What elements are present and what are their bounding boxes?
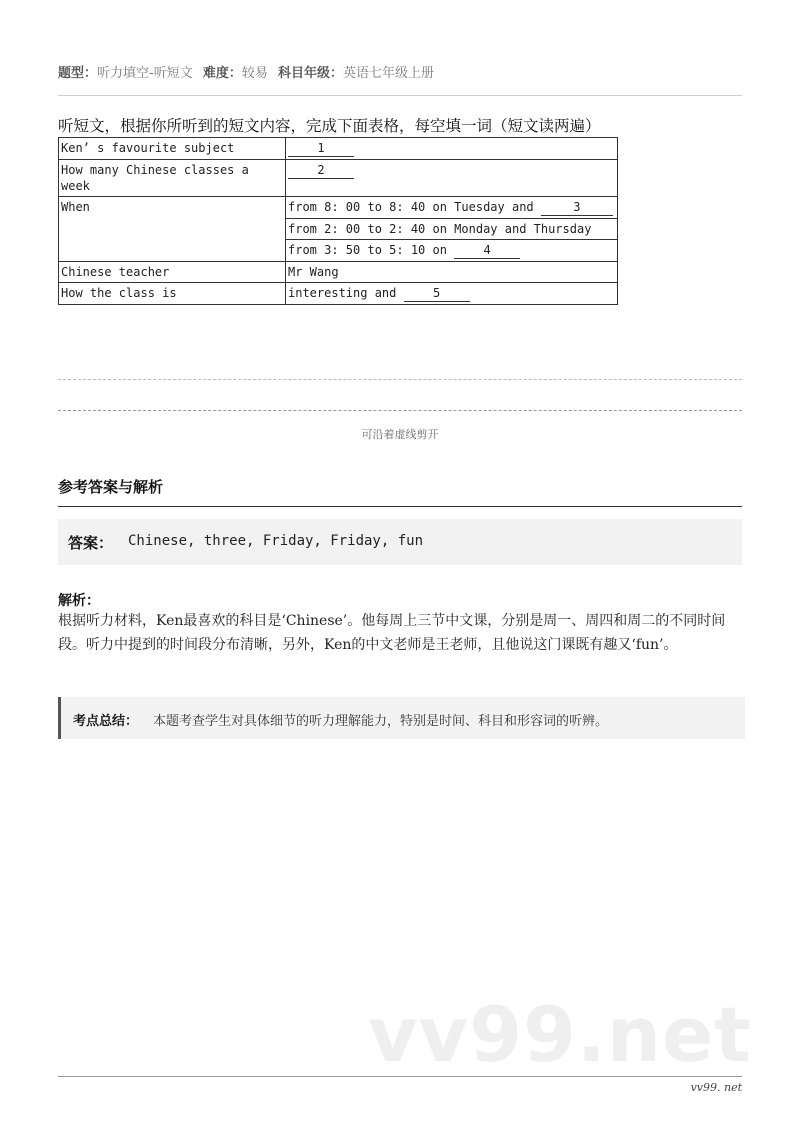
answer-blank[interactable]: 4 bbox=[454, 242, 520, 259]
watermark: vv99.net bbox=[368, 990, 752, 1079]
summary-box bbox=[58, 697, 745, 739]
summary-label: 考点总结： bbox=[73, 714, 139, 729]
summary-text: 本题考查学生对具体细节的听力理解能力，特别是时间、科目和形容词的听辨。 bbox=[153, 714, 609, 729]
reference-title: 参考答案与解析 bbox=[58, 476, 742, 507]
table-row bbox=[59, 283, 618, 305]
difficulty-label: 难度： bbox=[202, 66, 242, 81]
answer-box bbox=[58, 519, 742, 565]
cut-line bbox=[58, 410, 742, 411]
table-row bbox=[59, 160, 618, 197]
row-label: Chinese teacher bbox=[59, 262, 286, 283]
row-label: How many Chinese classes a week bbox=[59, 160, 286, 197]
footer-site: vv99. net bbox=[690, 1081, 742, 1094]
answer-line-divider bbox=[58, 379, 742, 380]
answer-blank[interactable]: 2 bbox=[288, 162, 354, 179]
explanation-label: 解析： bbox=[58, 593, 100, 609]
row-value: Mr Wang bbox=[286, 262, 618, 283]
row-value bbox=[286, 160, 618, 197]
difficulty-value: 较易 bbox=[241, 66, 268, 81]
answer-label: 答案： bbox=[68, 534, 114, 552]
answer-value: Chinese, three, Friday, Friday, fun bbox=[128, 533, 424, 549]
answer-blank[interactable]: 3 bbox=[541, 199, 613, 216]
explanation-text: 根据听力材料，Ken最喜欢的科目是‘Chinese’。他每周上三节中文课，分别是周一、周四和周二的不同时间段。听力中提到的时间段分布清晰，另外，Ken的中文老师是王老师，且他说这门课既有趣又‘fun’。 bbox=[58, 613, 726, 653]
type-label: 题型： bbox=[58, 66, 98, 81]
row-value: from 2: 00 to 2: 40 on Monday and Thursday bbox=[286, 219, 618, 240]
question-text: 听短文，根据你所听到的短文内容，完成下面表格，每空填一词（短文读两遍） bbox=[58, 117, 601, 135]
row-value bbox=[286, 138, 618, 160]
answer-blank[interactable]: 5 bbox=[404, 285, 470, 302]
table-row bbox=[59, 262, 618, 283]
row-label: How the class is bbox=[59, 283, 286, 305]
row-label: Ken’ s favourite subject bbox=[59, 138, 286, 160]
row-prefix: from 8: 00 to 8: 40 on Tuesday and bbox=[288, 200, 541, 214]
row-label: When bbox=[59, 197, 286, 262]
row-prefix: interesting and bbox=[288, 286, 404, 300]
row-value bbox=[286, 283, 618, 305]
footer-divider bbox=[58, 1076, 742, 1077]
type-value: 听力填空-听短文 bbox=[97, 66, 193, 81]
row-prefix: from 3: 50 to 5: 10 on bbox=[288, 243, 455, 257]
listening-table bbox=[58, 137, 618, 305]
table-row bbox=[59, 197, 618, 219]
row-value bbox=[286, 240, 618, 262]
row-value bbox=[286, 197, 618, 219]
question-meta-bar bbox=[58, 62, 742, 96]
cut-note: 可沿着虚线剪开 bbox=[361, 428, 439, 441]
answer-blank[interactable]: 1 bbox=[288, 140, 354, 157]
table-row bbox=[59, 138, 618, 160]
grade-label: 科目年级： bbox=[278, 66, 344, 81]
grade-value: 英语七年级上册 bbox=[343, 66, 435, 81]
